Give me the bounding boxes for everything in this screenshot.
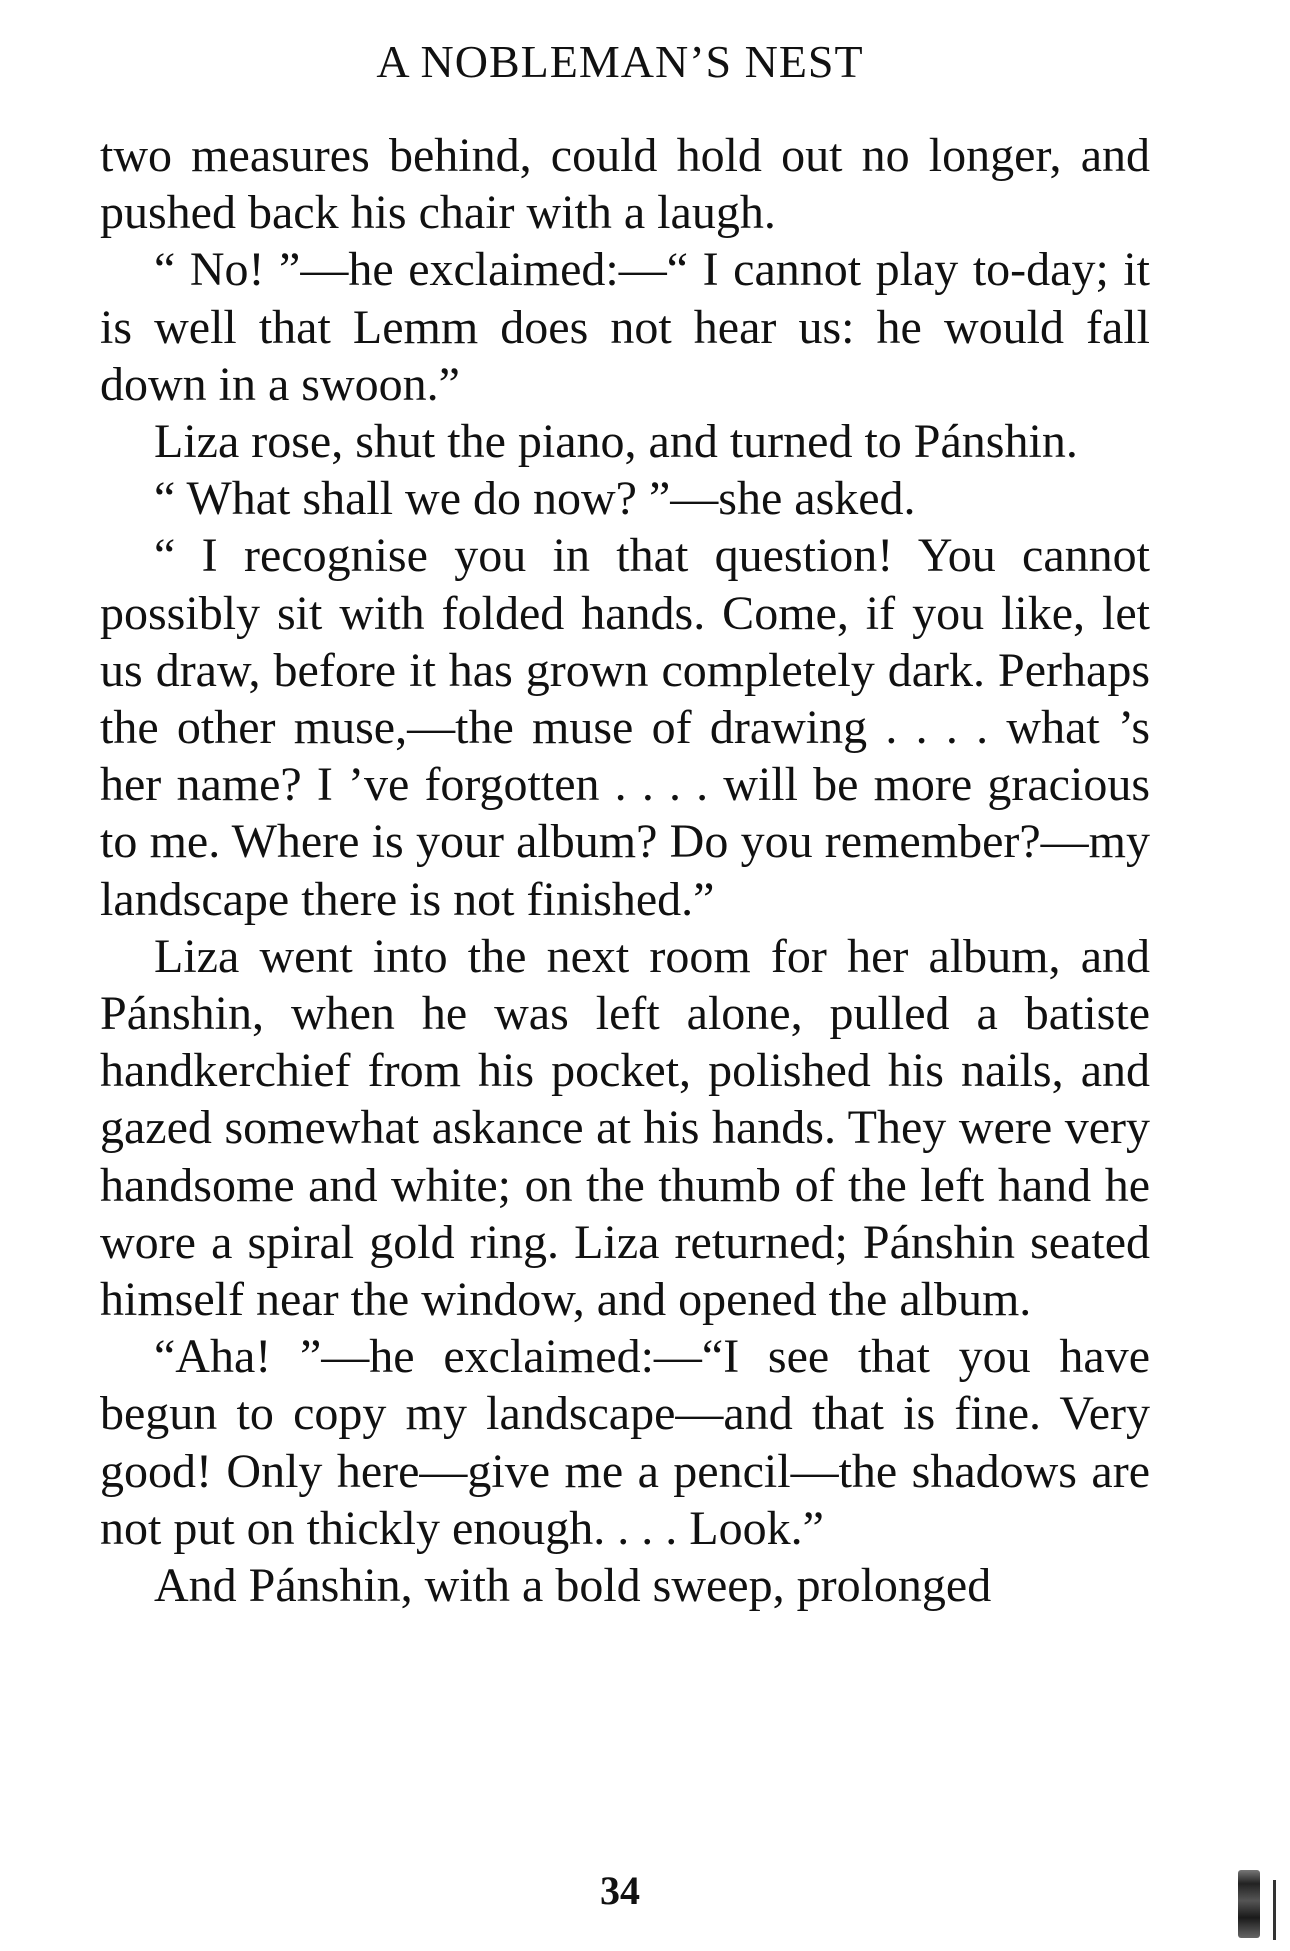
paragraph: Liza went into the next room for her album, and Pánshin, when he was left alone, pulled a batiste handkerchief from his pocket, polished his nails, and gazed somewhat askance at his hands. They were very handsome and white; on the thumb of the left hand he wore a spiral gold ring. Liza returned; Pánshin seated himself near the window, and opened the album. xyxy=(100,929,1150,1327)
page-number: 34 xyxy=(600,1868,640,1913)
page-edge-mark xyxy=(1238,1870,1260,1938)
paragraph-continued: two measures behind, could hold out no longer, and pushed back his chair with a laugh. xyxy=(100,129,1150,240)
paragraph: “ What shall we do now? ”—she asked. xyxy=(154,472,916,526)
paragraph: “ I recognise you in that question! You cannot possibly sit with folded hands. Come, if you like, let us draw, before it has grown completely dark. Perhaps the other muse,—the muse of drawing . . . . what ’s her name? I ’ve forgotten . . . . will be more gracious to me. Where is your album? Do you remember?—my landscape there is not finished.” xyxy=(100,529,1150,926)
running-head-title: A NOBLEMAN’S NEST xyxy=(376,36,864,87)
paragraph: Liza rose, shut the piano, and turned to Pánshin. xyxy=(154,415,1078,469)
paragraph-last: And Pánshin, with a bold sweep, prolonged xyxy=(154,1559,992,1613)
page-edge-line xyxy=(1273,1880,1276,1940)
paragraph: “ No! ”—he exclaimed:—“ I cannot play to-day; it is well that Lemm does not hear us: he would fall down in a swoon.” xyxy=(100,243,1150,411)
body-text xyxy=(100,127,1150,1614)
paragraph: “Aha! ”—he exclaimed:—“I see that you have begun to copy my landscape—and that is fine. Very good! Only here—give me a pencil—the shadows are not put on thickly enough. . . . Look.” xyxy=(100,1330,1150,1555)
